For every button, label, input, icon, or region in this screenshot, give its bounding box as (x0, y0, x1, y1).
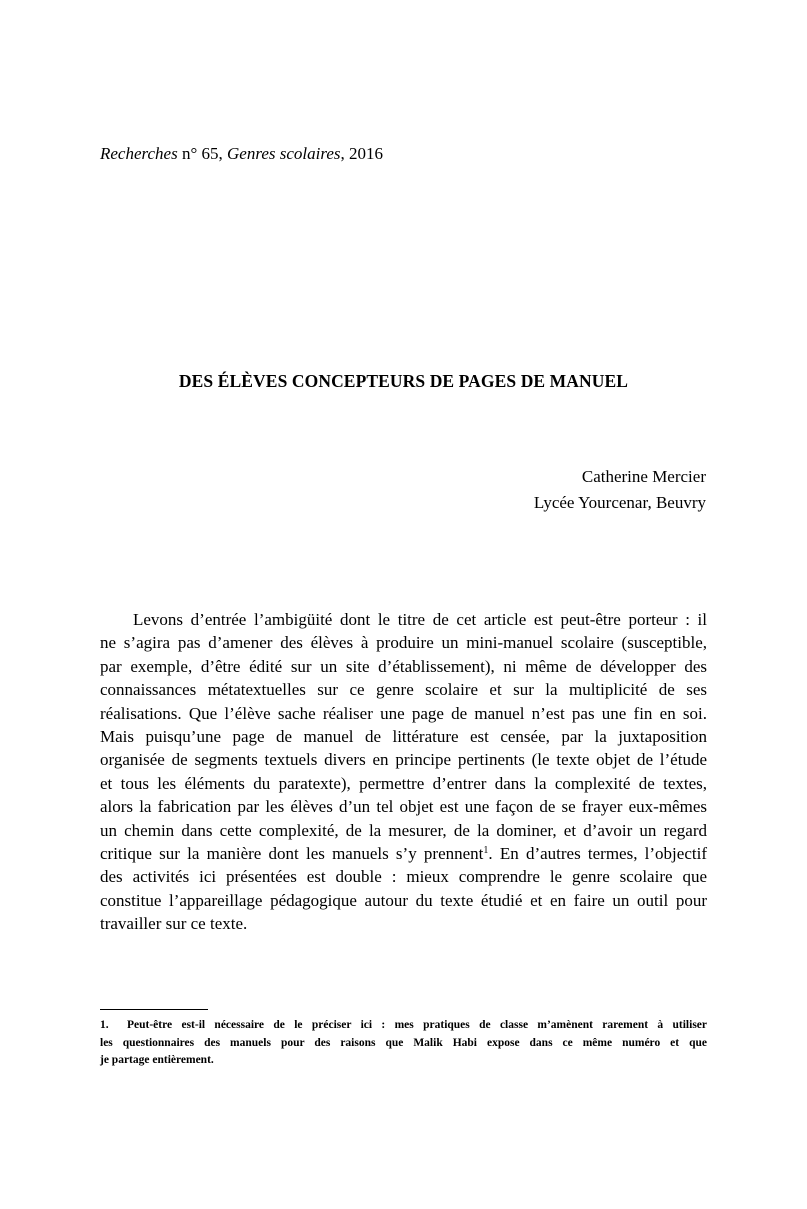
author-affiliation: Lycée Yourcenar, Beuvry (533, 493, 706, 512)
body-line: et tous les éléments du paratexte), permettre d’entrer dans la complexité de textes, (100, 773, 707, 793)
journal-name: Recherches (100, 144, 178, 163)
issue-year: , 2016 (340, 144, 384, 163)
footnote-line: les questionnaires des manuels pour des raisons que Malik Habi expose dans ce même numéro et que (100, 1036, 707, 1049)
body-line: alors la fabrication par les élèves d’un tel objet est une façon de se frayer eux-mêmes (100, 797, 707, 817)
body-line: travailler sur ce texte. (100, 914, 248, 934)
body-line: des activités ici présentées est double : mieux comprendre le genre scolaire que (100, 867, 707, 887)
issue-number: n° 65, (177, 144, 228, 163)
issue-theme: Genres scolaires (227, 144, 341, 163)
article-title: DES ÉLÈVES CONCEPTEURS DE PAGES DE MANUEL (178, 371, 629, 391)
body-line: organisée de segments textuels divers en principe pertinents (le texte objet de l’étude (100, 750, 707, 770)
body-line-with-footnote (100, 842, 707, 865)
body-line: réalisations. Que l’élève sache réaliser une page de manuel n’est pas une fin en soi. (100, 703, 707, 723)
body-paragraph (100, 608, 707, 936)
body-line-text: critique sur la manière dont les manuels s’y prennent (100, 844, 484, 864)
footnote-number: 1. (100, 1019, 109, 1031)
footnote-line: Peut-être est-il nécessaire de le préciser ici : mes pratiques de classe m’amènent rarement à utiliser (127, 1019, 707, 1031)
body-line: connaissances métatextuelles sur ce genre scolaire et sur la multiplicité de ses (100, 680, 707, 700)
journal-header (100, 143, 383, 165)
body-line-continuation: . En d’autres termes, l’objectif (488, 844, 707, 864)
body-line: Levons d’entrée l’ambigüité dont le titre de cet article est peut-être porteur : il (133, 610, 707, 629)
author-name: Catherine Mercier (581, 467, 706, 486)
footnote (100, 1017, 707, 1070)
footnote-reference[interactable]: 1 (483, 845, 489, 857)
body-line: constitue l’appareillage pédagogique autour du texte étudié et en faire un outil pour (100, 890, 707, 910)
body-line: Mais puisqu’une page de manuel de littérature est censée, par la juxtaposition (100, 727, 707, 747)
body-line: ne s’agira pas d’amener des élèves à produire un mini-manuel scolaire (susceptible, (100, 633, 707, 653)
body-line: un chemin dans cette complexité, de la mesurer, de la dominer, et d’avoir un regard (100, 820, 707, 840)
author-block (534, 464, 706, 516)
footnote-separator (100, 1009, 208, 1010)
body-line: par exemple, d’être édité sur un site d’établissement), ni même de développer des (100, 656, 707, 676)
footnote-line: je partage entièrement. (100, 1054, 214, 1066)
